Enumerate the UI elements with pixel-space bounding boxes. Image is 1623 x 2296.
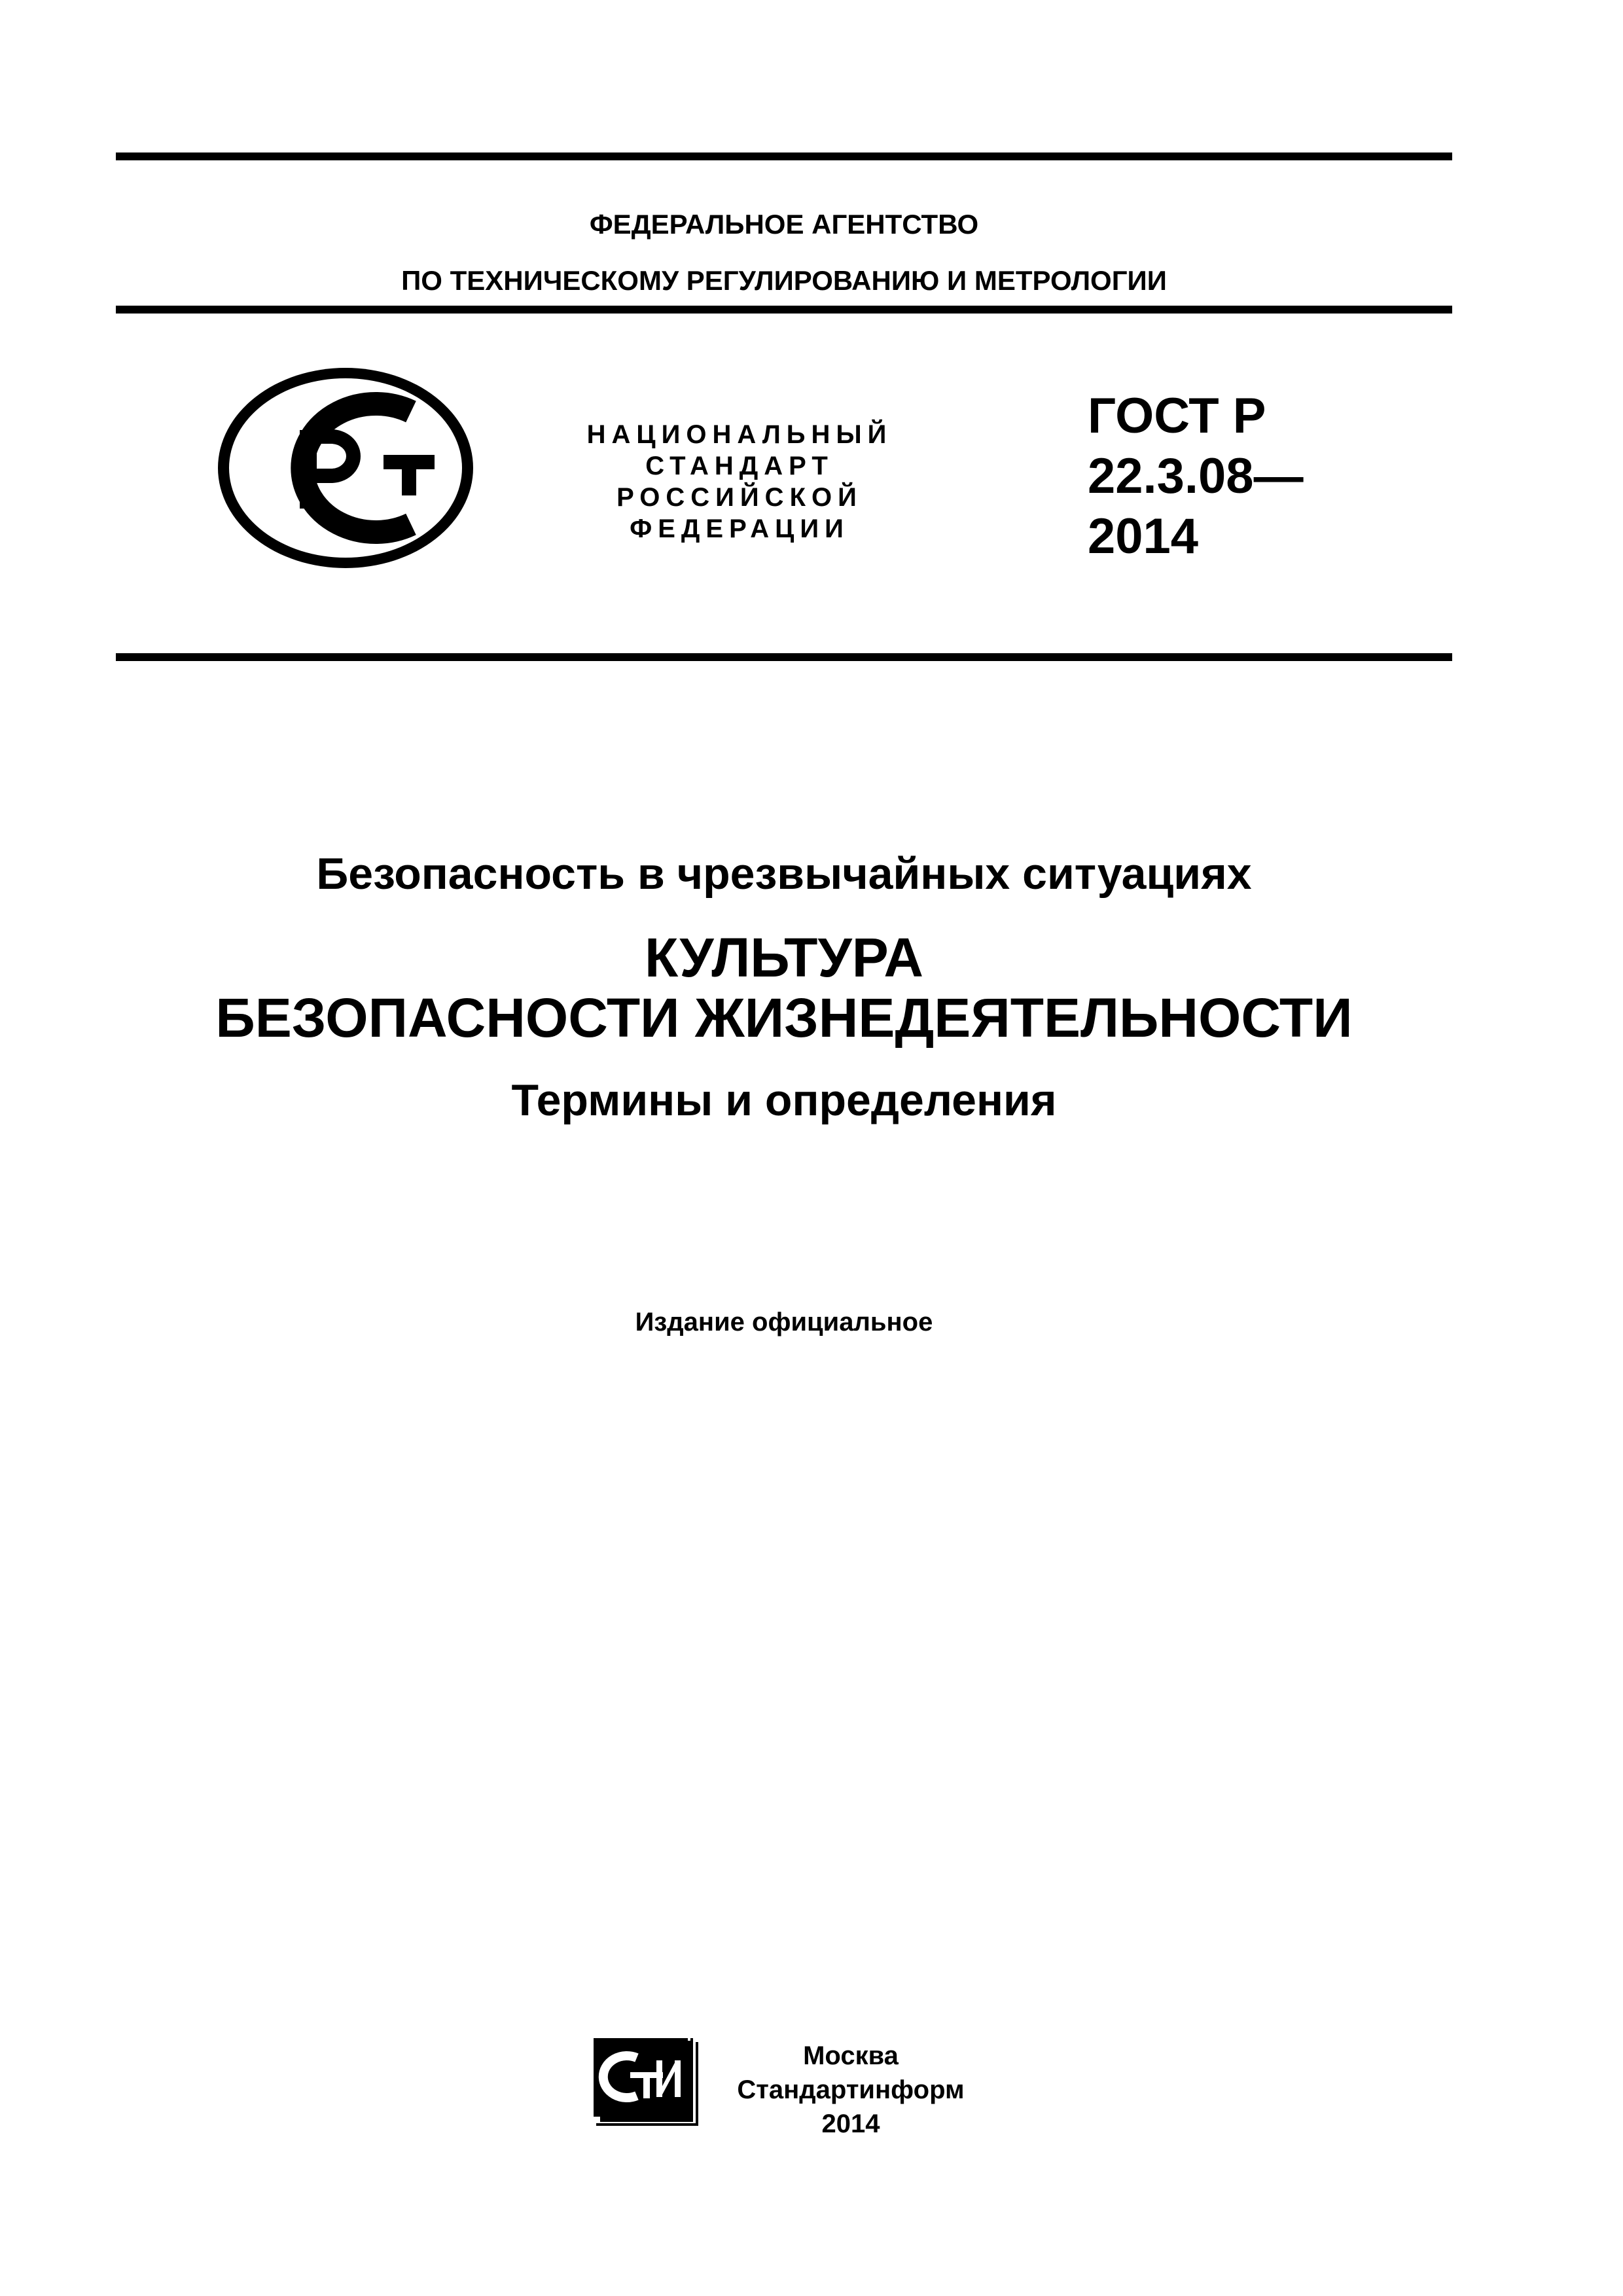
designation-line-2: 22.3.08—: [1088, 448, 1304, 504]
national-standard-label: [563, 419, 916, 545]
standard-designation: [1088, 386, 1304, 567]
national-line-4: ФЕДЕРАЦИИ: [630, 514, 849, 543]
edition-label: Издание официальное: [635, 1308, 933, 1336]
designation-line-3: 2014: [1088, 509, 1199, 564]
publisher-city: Москва: [803, 2041, 899, 2070]
rst-mark-icon: [215, 365, 476, 571]
designation-line-1: ГОСТ Р: [1088, 388, 1266, 444]
document-title-block: [116, 848, 1452, 1126]
main-title: [116, 927, 1452, 1048]
title-block-rule: [116, 653, 1452, 661]
header-rule: [116, 306, 1452, 314]
document-type: Термины и определения: [511, 1075, 1057, 1125]
standartinform-logo-icon: [591, 2036, 702, 2130]
national-line-1: НАЦИОНАЛЬНЫЙ: [586, 420, 893, 449]
national-line-3: РОССИЙСКОЙ: [616, 483, 863, 512]
national-line-2: СТАНДАРТ: [645, 452, 834, 480]
main-title-line-2: БЕЗОПАСНОСТИ ЖИЗНЕДЕЯТЕЛЬНОСТИ: [215, 987, 1353, 1049]
agency-header: [116, 196, 1452, 309]
subject-heading: Безопасность в чрезвычайных ситуациях: [316, 849, 1252, 899]
main-title-line-1: КУЛЬТУРА: [644, 927, 924, 988]
publisher-name: Стандартинформ: [737, 2075, 965, 2104]
agency-line-2: ПО ТЕХНИЧЕСКОМУ РЕГУЛИРОВАНИЮ И МЕТРОЛОГИИ: [401, 265, 1167, 296]
publisher-block: [720, 2039, 982, 2141]
publication-year: 2014: [821, 2109, 880, 2138]
top-rule: [116, 152, 1452, 160]
agency-line-1: ФЕДЕРАЛЬНОЕ АГЕНТСТВО: [589, 209, 979, 240]
